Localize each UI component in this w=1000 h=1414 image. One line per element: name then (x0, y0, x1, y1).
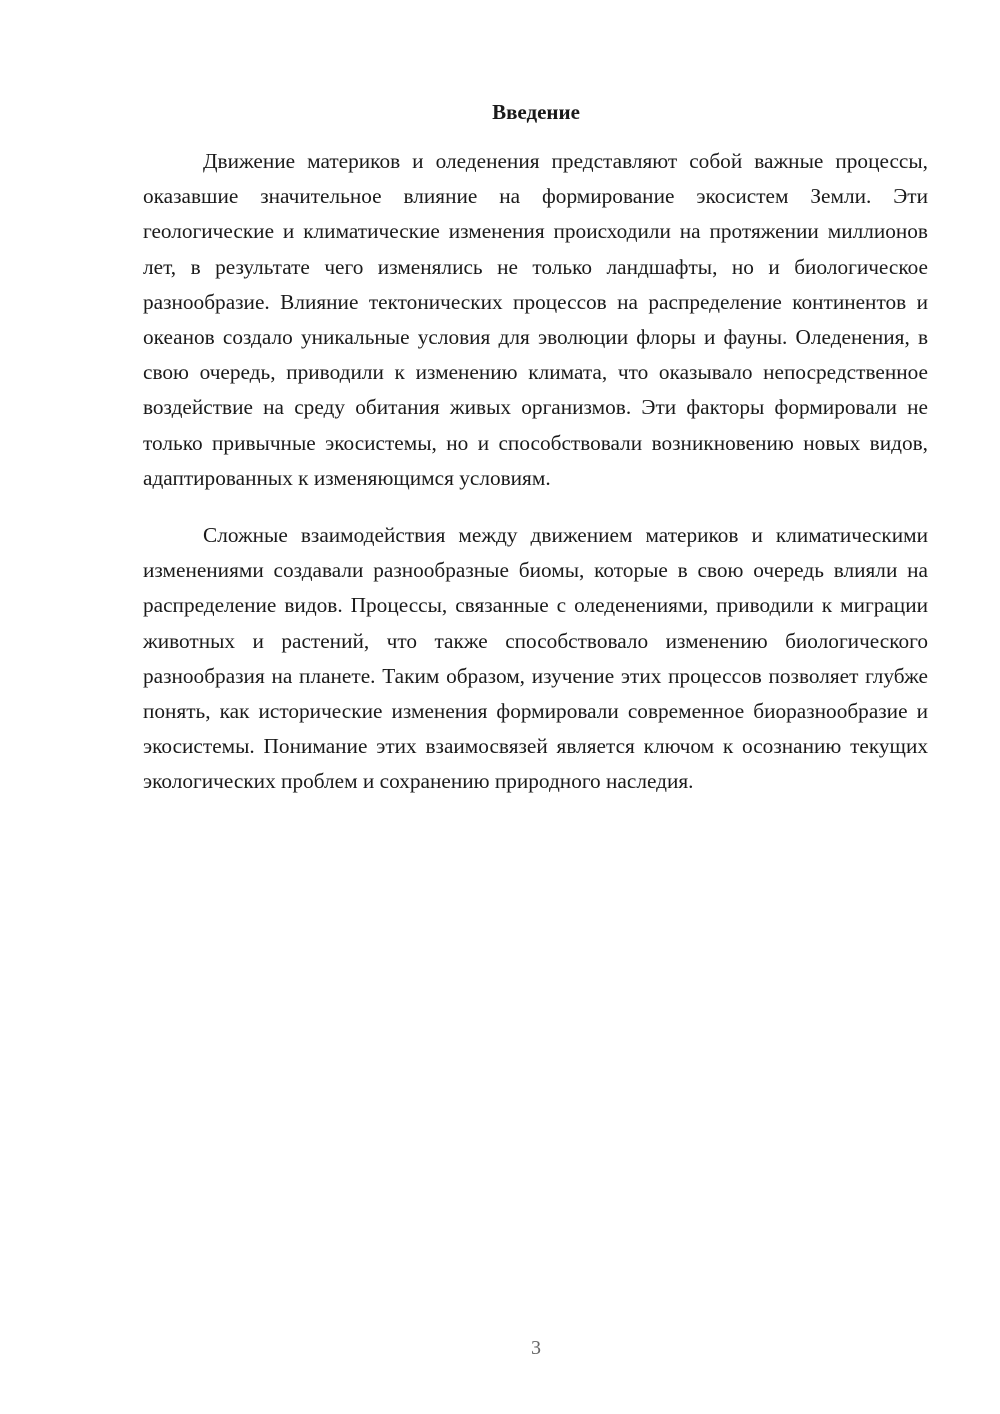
page-number: 3 (531, 1337, 541, 1359)
paragraph-2: Сложные взаимодействия между движением материков и климатическими изменениями создавали разнообразные биомы, которые в свою очередь влияли на распределение видов. Процессы, связанные с оледенениями, приводили к миграции животных и растений, что также способствовало изменению биологического разнообразия на планете. Таким образом, изучение этих процессов позволяет глубже понять, как исторические изменения формировали современное биоразнообразие и экосистемы. Понимание этих взаимосвязей является ключом к осознанию текущих экологических проблем и сохранению природного наследия. (143, 523, 928, 794)
section-heading: Введение (492, 100, 580, 124)
paragraph-1: Движение материков и оледенения представляют собой важные процессы, оказавшие значительное влияние на формирование экосистем Земли. Эти геологические и климатические изменения происходили на протяжении миллионов лет, в результате чего изменялись не только ландшафты, но и биологическое разнообразие. Влияние тектонических процессов на распределение континентов и океанов создало уникальные условия для эволюции флоры и фауны. Оледенения, в свою очередь, приводили к изменению климата, что оказывало непосредственное воздействие на среду обитания живых организмов. Эти факторы формировали не только привычные экосистемы, но и способствовали возникновению новых видов, адаптированных к изменяющимся условиям. (143, 149, 928, 490)
body-text (143, 144, 928, 800)
